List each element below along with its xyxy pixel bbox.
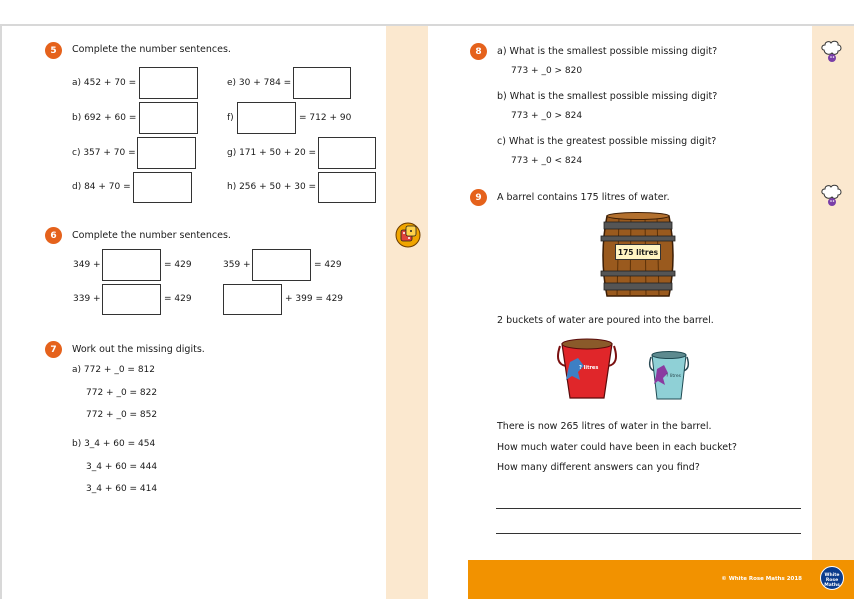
q6-r1a-right: = 429: [164, 260, 192, 270]
q8-a-expression: 773 + _0 > 820: [511, 66, 583, 76]
answer-line-1[interactable]: [496, 508, 801, 509]
q6-r2b-right: + 399 = 429: [285, 294, 344, 304]
q6-title: Complete the number sentences.: [72, 230, 231, 241]
q9-line1: A barrel contains 175 litres of water.: [497, 192, 670, 203]
q5-b-text: b) 692 + 60 =: [72, 113, 137, 123]
white-rose-maths-logo: White Rose Maths: [820, 566, 844, 590]
barrel-label: 175 litres: [615, 244, 661, 260]
q5-f-label: f): [227, 113, 234, 123]
footer-bar: [468, 560, 854, 599]
q7-b1: b) 3_4 + 60 = 454: [72, 439, 156, 449]
teal-bucket-illustration: [648, 349, 690, 403]
q8-a-question: a) What is the smallest possible missing digit?: [497, 46, 718, 57]
left-border: [0, 24, 2, 599]
q5-c-text: c) 357 + 70 =: [72, 148, 136, 158]
q7-a1: a) 772 + _0 = 812: [72, 365, 155, 375]
q5-e-text: e) 30 + 784 =: [227, 78, 292, 88]
question-number-5: 5: [45, 42, 62, 59]
q6-r1b-left: 359 +: [223, 260, 251, 270]
q7-a3: 772 + _0 = 852: [86, 410, 158, 420]
q6-r2a-left: 339 +: [73, 294, 101, 304]
q6-r2a-right: = 429: [164, 294, 192, 304]
question-number-6: 6: [45, 227, 62, 244]
q7-b3: 3_4 + 60 = 414: [86, 484, 158, 494]
q5-a-text: a) 452 + 70 =: [72, 78, 137, 88]
q5-f-answer-box[interactable]: [237, 102, 296, 134]
q5-c-answer-box[interactable]: [137, 137, 196, 169]
q8-b-expression: 773 + _0 > 824: [511, 111, 583, 121]
question-number-9: 9: [470, 189, 487, 206]
q5-g-text: g) 171 + 50 + 20 =: [227, 148, 317, 158]
right-margin-strip: [812, 26, 854, 560]
q9-line2: 2 buckets of water are poured into the barrel.: [497, 315, 714, 326]
q5-f-rest: = 712 + 90: [299, 113, 352, 123]
q5-g-answer-box[interactable]: [318, 137, 376, 169]
thought-bubble-icon: [820, 184, 842, 204]
q8-c-question: c) What is the greatest possible missing digit?: [497, 136, 717, 147]
red-bucket-label: ? litres: [579, 365, 599, 371]
q9-line4: How much water could have been in each bucket?: [497, 442, 737, 453]
q5-title: Complete the number sentences.: [72, 44, 231, 55]
center-margin-strip: [386, 26, 428, 599]
q6-r2a-answer-box[interactable]: [102, 284, 161, 315]
thought-bubble-icon: [820, 40, 842, 60]
question-number-8: 8: [470, 43, 487, 60]
q5-h-text: h) 256 + 50 + 30 =: [227, 182, 317, 192]
barrel-illustration: [597, 210, 679, 302]
q6-r1b-right: = 429: [314, 260, 342, 270]
answer-line-2[interactable]: [496, 533, 801, 534]
q6-r1b-answer-box[interactable]: [252, 249, 311, 281]
q5-d-text: d) 84 + 70 =: [72, 182, 131, 192]
q6-r2b-answer-box[interactable]: [223, 284, 282, 315]
q5-d-answer-box[interactable]: [133, 172, 192, 203]
red-bucket-illustration: [556, 336, 618, 402]
q8-c-expression: 773 + _0 < 824: [511, 156, 583, 166]
teal-bucket-label: ? litres: [666, 374, 681, 379]
q5-b-answer-box[interactable]: [139, 102, 198, 134]
footer-copyright: © White Rose Maths 2018: [721, 576, 802, 582]
q5-a-answer-box[interactable]: [139, 67, 198, 99]
question-number-7: 7: [45, 341, 62, 358]
q5-e-answer-box[interactable]: [293, 67, 351, 99]
q7-title: Work out the missing digits.: [72, 344, 205, 355]
q6-r1a-left: 349 +: [73, 260, 101, 270]
q7-a2: 772 + _0 = 822: [86, 388, 158, 398]
q9-line5: How many different answers can you find?: [497, 462, 700, 473]
q6-r1a-answer-box[interactable]: [102, 249, 161, 281]
q7-b2: 3_4 + 60 = 444: [86, 462, 158, 472]
q8-b-question: b) What is the smallest possible missing digit?: [497, 91, 718, 102]
dice-icon: [395, 222, 421, 248]
q5-h-answer-box[interactable]: [318, 172, 376, 203]
q9-line3: There is now 265 litres of water in the barrel.: [497, 421, 712, 432]
